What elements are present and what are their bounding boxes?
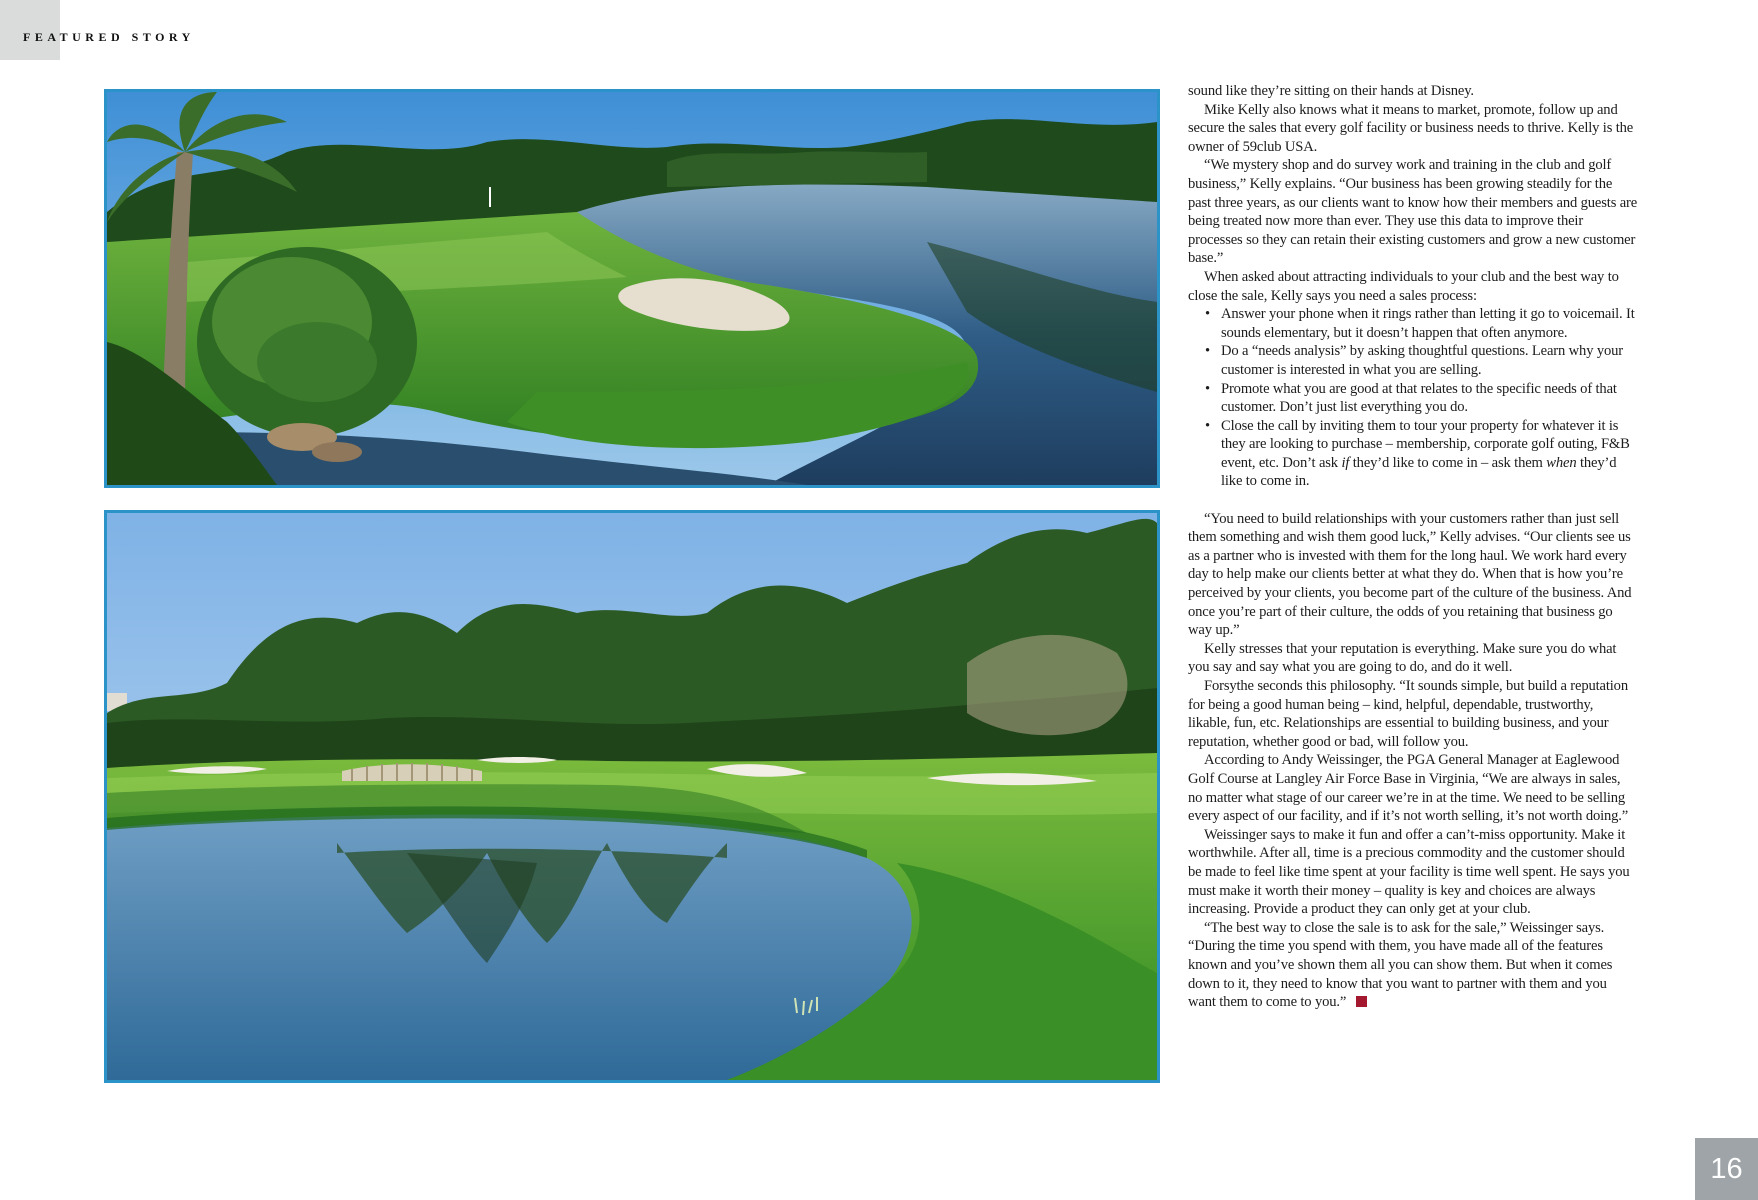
- paragraph: Kelly stresses that your reputation is everything. Make sure you do what you say and say what you are going to do, and do it well.: [1188, 640, 1617, 676]
- list-item-text: they’d like to come in.: [1221, 454, 1617, 490]
- section-label: FEATURED STORY: [23, 30, 195, 44]
- golf-course-photo-top: [104, 89, 1160, 488]
- list-item-text: they’d like to come in – ask them: [1349, 454, 1547, 471]
- paragraph: Weissinger says to make it fun and offer a can’t-miss opportunity. Make it worthwhile. After all, time is a precious commodity and the customer should be made to feel like time spent at your facility is time well spent. He says you must make it worth their money – quality is key and choices are always increasing. Provide a product they can only get at your club.: [1188, 826, 1630, 918]
- paragraph: sound like they’re sitting on their hands at Disney.: [1188, 83, 1474, 99]
- list-item-text: Close the call by inviting them to tour your property for whatever it is they are looking to purchase – membership, corporate golf outing, F&B event, etc. Don’t ask: [1221, 417, 1630, 471]
- paragraph-text: “The best way to close the sale is to ask for the sale,” Weissinger says. “During the time you spend with them, you have made all of the features known and you’ve shown them all you can show them. But when it comes down to it, they need to know that you want to partner with them and you want them to come to you.”: [1188, 919, 1613, 1011]
- list-item: • Do a “needs analysis” by asking thoughtful questions. Learn why your customer is interested in what you are selling.: [1221, 342, 1638, 379]
- list-item: • Promote what you are good at that relates to the specific needs of that customer. Don’t just list everything you do.: [1221, 380, 1638, 417]
- golf-green-lake-image: [107, 92, 1157, 485]
- list-item: • Answer your phone when it rings rather than letting it go to voicemail. It sounds elementary, but it doesn’t happen that often anymore.: [1221, 305, 1638, 342]
- list-item: [1221, 417, 1638, 491]
- paragraph: Forsythe seconds this philosophy. “It sounds simple, but build a reputation for being a good human being – kind, helpful, dependable, trustworthy, likable, fun, etc. Relationships are essential to building business, and your reputation, whether good or bad, will follow you.: [1188, 678, 1628, 750]
- golf-fairway-pond-image: [107, 513, 1157, 1080]
- emphasis-if: if: [1341, 454, 1350, 471]
- paragraph: According to Andy Weissinger, the PGA General Manager at Eaglewood Golf Course at Langley Air Force Base in Virginia, “We are always in sales, no matter what stage of our career we’re in at the time. We need to be selling every aspect of our facility, and if it’s not worth selling, it’s not worth doing.”: [1188, 752, 1629, 825]
- paragraph: Mike Kelly also knows what it means to market, promote, follow up and secure the sales that every golf facility or business needs to thrive. Kelly is the owner of 59club USA.: [1188, 101, 1634, 155]
- page-number: 16: [1695, 1138, 1758, 1200]
- sales-process-list: [1188, 305, 1638, 491]
- paragraph: When asked about attracting individuals to your club and the best way to close the sale, Kelly says you need a sales process:: [1188, 268, 1619, 304]
- emphasis-when: when: [1546, 454, 1577, 471]
- paragraph: “You need to build relationships with your customers rather than just sell them something and wish them good luck,” Kelly advises. “Our clients see us as a partner who is invested with them for the long haul. We work hard every day to help make our clients better at what they do. When that is how you’re perceived by your clients, you become part of the culture of the business. And once you’re part of their culture, the odds of you retaining that business go way up.”: [1188, 510, 1632, 639]
- golf-course-photo-bottom: [104, 510, 1160, 1083]
- article-body: [1188, 82, 1638, 1012]
- paragraph-final: [1188, 919, 1638, 1012]
- paragraph-gap: [1188, 491, 1638, 510]
- end-of-story-mark: [1356, 996, 1367, 1007]
- paragraph: “We mystery shop and do survey work and training in the club and golf business,” Kelly explains. “Our business has been growing steadily for the past three years, as our clients want to know how their members and guests are being treated now more than ever. They use this data to improve their processes so they can retain their existing customers and grow a new customer base.”: [1188, 157, 1638, 267]
